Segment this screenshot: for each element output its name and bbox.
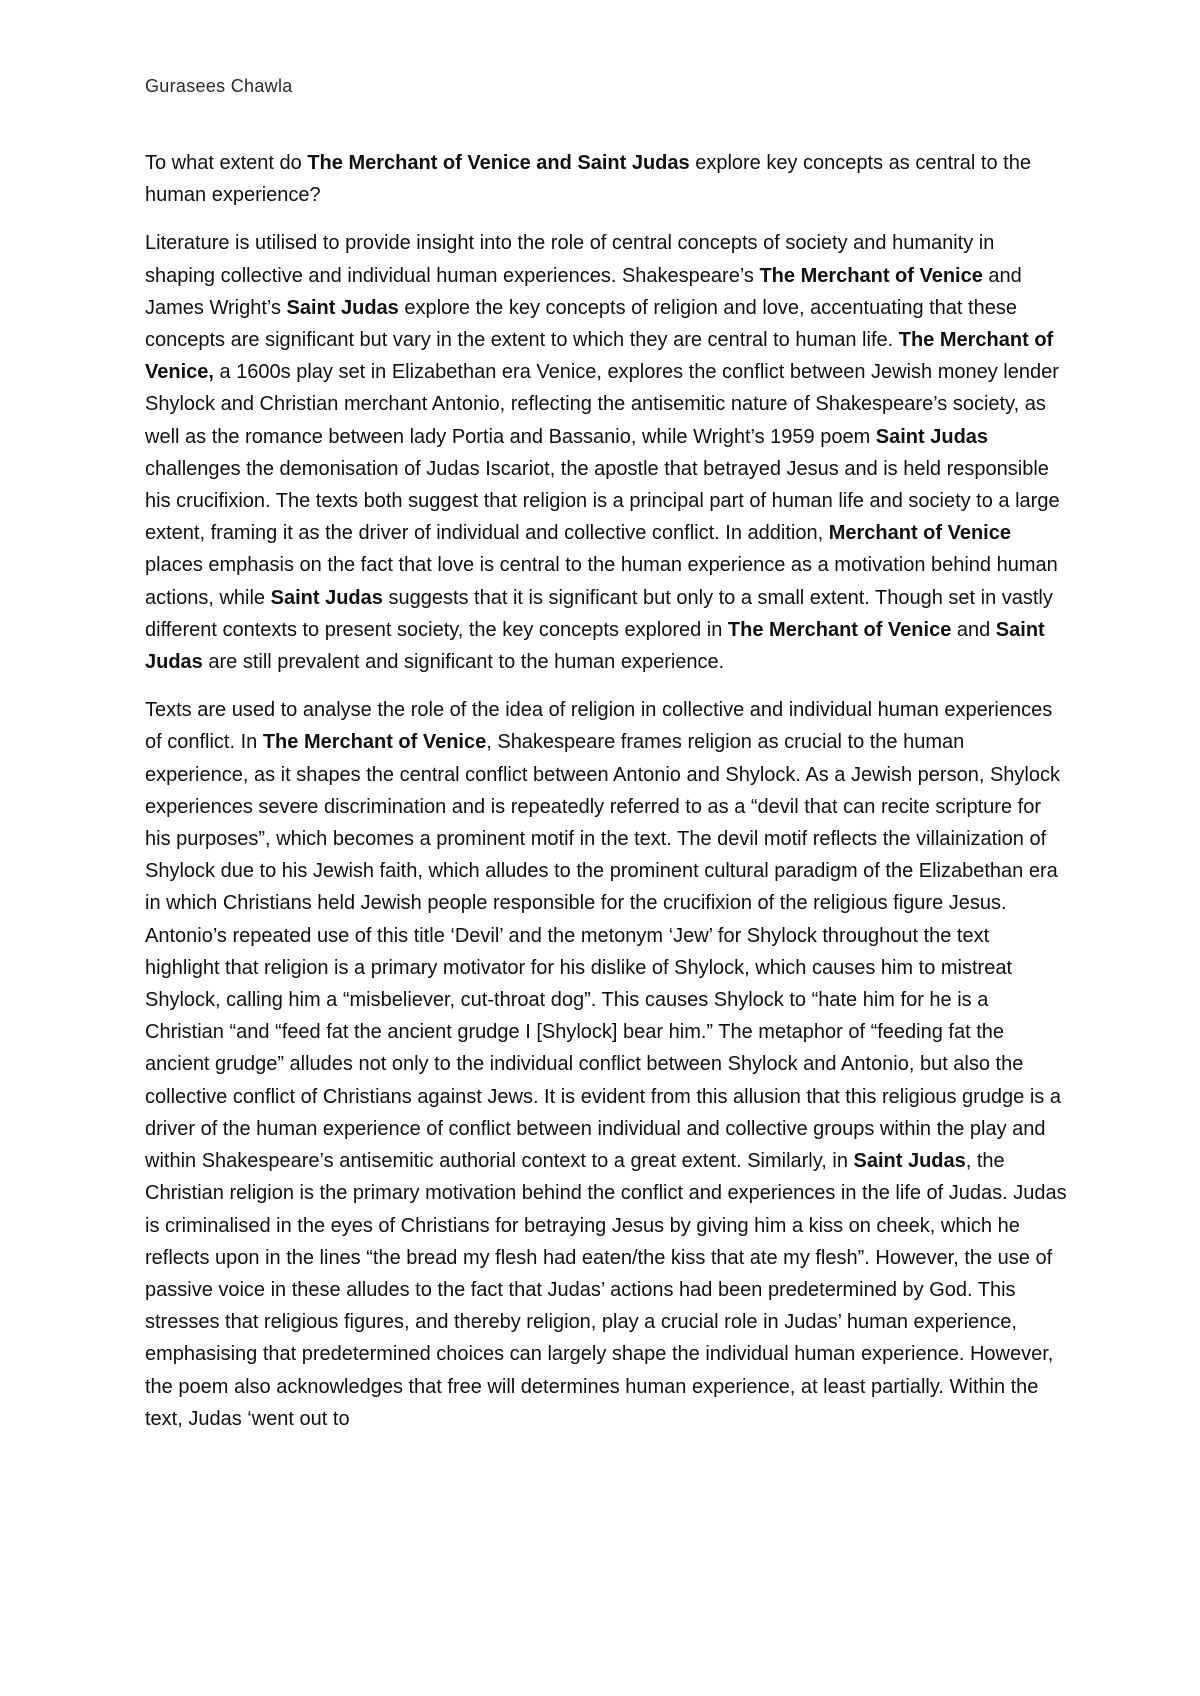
text-run: explore key concepts as central to the human experience? — [145, 152, 1031, 207]
bold-title-text: Saint Judas — [286, 296, 399, 319]
text-run: suggests that it is significant but only to a small extent. Though set in vastly different contexts to present society, the key concepts explored in — [145, 586, 1053, 641]
text-run: , the Christian religion is the primary motivation behind the conflict and experiences in the life of Judas. Judas is criminalised in the eyes of Christians for betraying Jesus by giving him a kiss on cheek, which he reflects upon in the lines “the bread my flesh had eaten/the kiss that ate my flesh”. However, the use of passive voice in these alludes to the fact that Judas’ actions had been predetermined by God. This stresses that religious figures, and thereby religion, play a crucial role in Judas’ human experience, emphasising that predetermined choices can largely shape the individual human experience. However, the poem also acknowledges that free will determines human experience, at least partially. Within the text, Judas ‘went out to — [145, 1150, 1067, 1430]
paragraph-religion — [145, 694, 1067, 1435]
bold-title-text: The Merchant of Venice — [262, 731, 487, 754]
bold-title-text: Saint Judas — [145, 618, 1045, 674]
bold-title-text: Saint Judas — [875, 425, 989, 448]
bold-title-text: Merchant of Venice — [828, 522, 1011, 545]
text-run: explore the key concepts of religion and love, accentuating that these concepts are significant but vary in the extent to which they are central to human life. — [145, 296, 1017, 352]
bold-title-text: The Merchant of Venice — [759, 264, 983, 287]
text-run: places emphasis on the fact that love is central to the human experience as a motivation behind human actions, while — [145, 554, 1058, 609]
bold-title-text: Saint Judas — [853, 1150, 966, 1173]
bold-title-text: The Merchant of Venice — [727, 618, 952, 641]
text-run: and — [951, 618, 996, 641]
essay-body — [145, 147, 1067, 1451]
paragraph-introduction — [145, 227, 1067, 678]
bold-title-text: The Merchant of Venice, — [145, 329, 1054, 384]
text-run: Texts are used to analyse the role of the idea of religion in collective and individual human experiences of conflict. In — [145, 699, 1053, 754]
text-run: , Shakespeare frames religion as crucial to the human experience, as it shapes the central conflict between Antonio and Shylock. As a Jewish person, Shylock experiences severe discrimination and is repeatedly referred to as a “devil that can recite scripture for his purposes”, which becomes a prominent motif in the text. The devil motif reflects the villainization of Shylock due to his Jewish faith, which alludes to the prominent cultural paradigm of the Elizabethan era in which Christians held Jewish people responsible for the crucifixion of the religious figure Jesus. Antonio’s repeated use of this title ‘Devil’ and the metonym ‘Jew’ for Shylock throughout the text highlight that religion is a primary motivator for his dislike of Shylock, which causes him to mistreat Shylock, calling him a “misbeliever, cut-throat dog”. This causes Shylock to “hate him for he is a Christian “and “feed fat the ancient grudge I [Shylock] bear him.” The metaphor of “feeding fat the ancient grudge” alludes not only to the individual conflict between Shylock and Antonio, but also the collective conflict of Christians against Jews. It is evident from this allusion that this religious grudge is a driver of the human experience of conflict between individual and collective groups within the play and within Shakespeare’s antisemitic authorial context to a great extent. Similarly, in — [145, 731, 1061, 1173]
bold-title-text: Saint Judas — [270, 586, 383, 609]
text-run: and James Wright’s — [145, 264, 1022, 319]
text-run: are still prevalent and significant to the human experience. — [202, 651, 725, 674]
author-name: Gurasees Chawla — [145, 76, 293, 96]
bold-title-text: The Merchant of Venice and Saint Judas — [307, 152, 690, 174]
text-run: challenges the demonisation of Judas Iscariot, the apostle that betrayed Jesus and is held responsible his crucifixion. The texts both suggest that religion is a principal part of human life and society to a large extent, framing it as the driver of individual and collective conflict. In addition, — [145, 457, 1060, 545]
essay-question — [145, 147, 1067, 211]
text-run: To what extent do — [145, 152, 308, 174]
text-run: Literature is utilised to provide insight into the role of central concepts of society and humanity in shaping collective and individual human experiences. Shakespeare’s — [145, 232, 995, 287]
text-run: a 1600s play set in Elizabethan era Venice, explores the conflict between Jewish money lender Shylock and Christian merchant Antonio, reflecting the antisemitic nature of Shakespeare’s society, as well as the romance between lady Portia and Bassanio, while Wright’s 1959 poem — [145, 361, 1059, 448]
